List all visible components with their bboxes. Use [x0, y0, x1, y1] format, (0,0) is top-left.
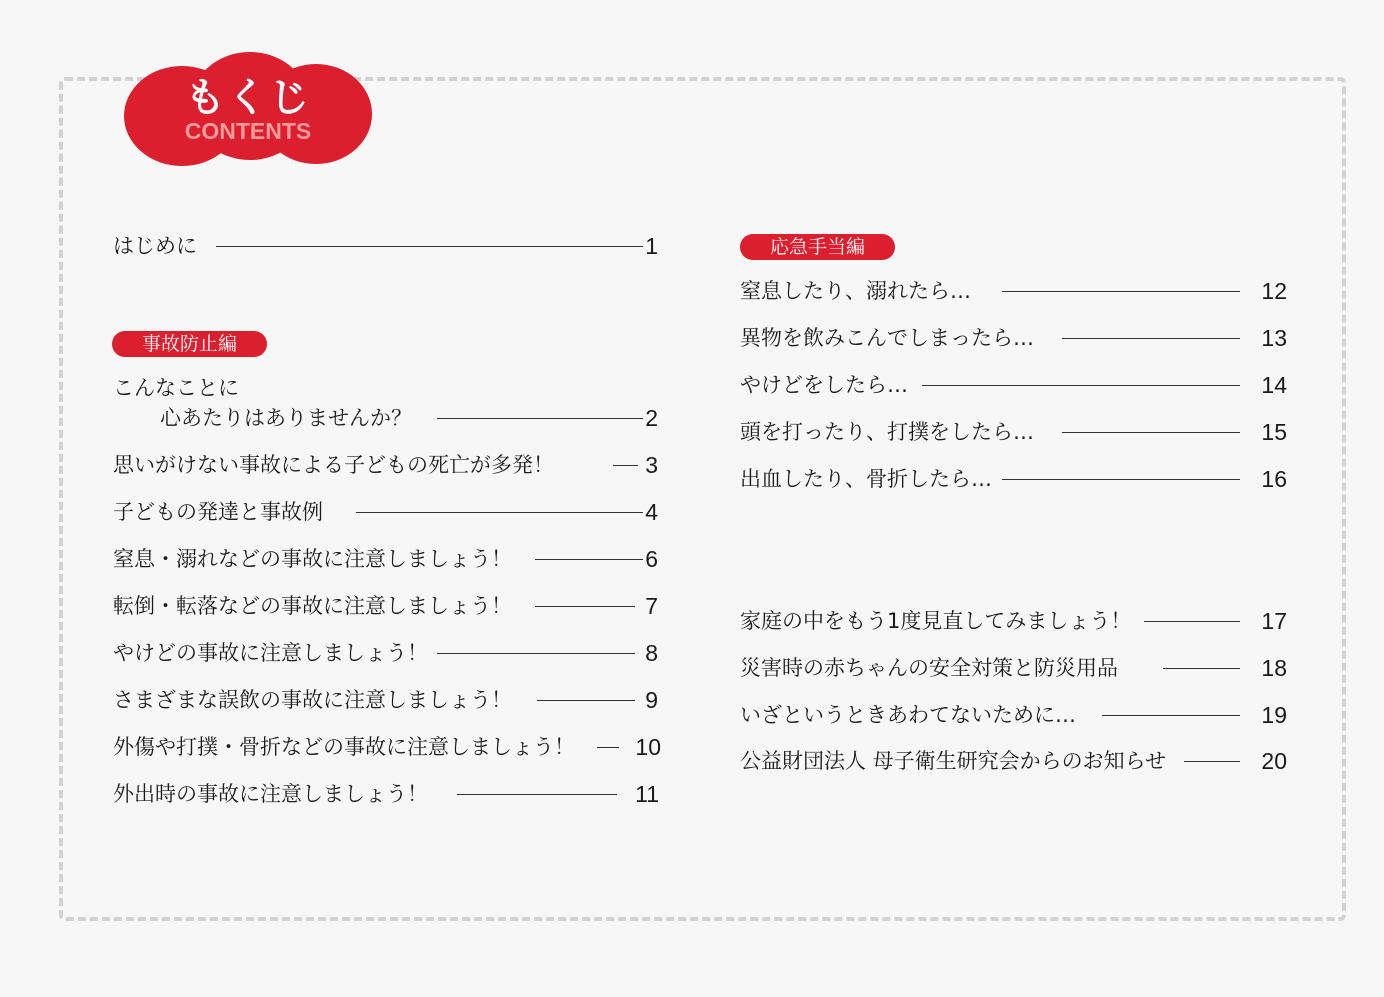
toc-entry-label: 思いがけない事故による子どもの死亡が多発！ — [113, 453, 554, 477]
page-number: 17 — [1261, 608, 1287, 634]
toc-entry-page8[interactable] — [113, 638, 663, 668]
toc-entry-label: 出血したり、骨折したら… — [740, 467, 992, 491]
page-number: 3 — [645, 452, 658, 478]
toc-entry-page6[interactable] — [113, 544, 663, 574]
toc-entry-label: 公益財団法人 母子衛生研究会からのお知らせ — [740, 749, 1167, 773]
toc-entry-label: 異物を飲みこんでしまったら… — [740, 326, 1034, 350]
leader-line — [457, 794, 617, 795]
page-number: 19 — [1261, 702, 1287, 728]
toc-entry-label: 窒息・溺れなどの事故に注意しましょう！ — [113, 547, 512, 571]
toc-entry-page19[interactable] — [740, 700, 1300, 730]
toc-entry-page11[interactable] — [113, 779, 663, 809]
section-tag-prevention: 事故防止編 — [112, 331, 267, 357]
leader-line — [922, 385, 1240, 386]
page-number: 18 — [1261, 655, 1287, 681]
toc-entry-label: さまざまな誤飲の事故に注意しましょう！ — [113, 688, 512, 712]
toc-entry-label: こんなことに — [113, 376, 239, 400]
toc-entry-page14[interactable] — [740, 370, 1300, 400]
toc-entry-label: 窒息したり、溺れたら… — [740, 279, 971, 303]
section-tag-first-aid: 応急手当編 — [740, 234, 895, 260]
toc-entry-page17[interactable] — [740, 606, 1300, 636]
page-number: 9 — [645, 687, 658, 713]
toc-entry-label: やけどの事故に注意しましょう！ — [113, 641, 428, 665]
page-number: 15 — [1261, 419, 1287, 445]
toc-entry-label: 家庭の中をもう1度見直してみましょう！ — [740, 609, 1132, 633]
toc-entry-page10[interactable] — [113, 732, 663, 762]
toc-entry-label: 子どもの発達と事故例 — [113, 500, 323, 524]
page-number: 20 — [1261, 748, 1287, 774]
toc-entry-label: 心あたりはありませんか？ — [160, 406, 412, 430]
toc-entry-page18[interactable] — [740, 653, 1300, 683]
toc-entry-page4[interactable] — [113, 497, 663, 527]
page-number: 16 — [1261, 466, 1287, 492]
leader-line — [1184, 761, 1240, 762]
leader-line — [1062, 338, 1240, 339]
toc-entry-label: 災害時の赤ちゃんの安全対策と防災用品 — [740, 656, 1118, 680]
toc-entry-label: 転倒・転落などの事故に注意しましょう！ — [113, 594, 512, 618]
leader-line — [1163, 668, 1240, 669]
page-title: もくじ — [185, 75, 311, 121]
leader-line — [1102, 715, 1240, 716]
toc-entry-page20[interactable] — [740, 746, 1300, 776]
leader-line — [356, 512, 643, 513]
toc-entry-page3[interactable] — [113, 450, 663, 480]
page-subtitle: CONTENTS — [184, 118, 312, 144]
toc-entry-line1 — [113, 373, 663, 403]
toc-entry-page15[interactable] — [740, 417, 1300, 447]
toc-entry-page7[interactable] — [113, 591, 663, 621]
leader-line — [1002, 479, 1240, 480]
page-number: 2 — [645, 405, 658, 431]
toc-entry-label: 外出時の事故に注意しましょう！ — [113, 782, 428, 806]
toc-entry-label: やけどをしたら… — [740, 373, 908, 397]
toc-entry-label: 頭を打ったり、打撲をしたら… — [740, 420, 1034, 444]
page-number: 13 — [1261, 325, 1287, 351]
page-number: 12 — [1261, 278, 1287, 304]
toc-entry-label: いざというときあわてないために… — [740, 703, 1076, 727]
leader-line — [1144, 621, 1240, 622]
leader-line — [597, 747, 619, 748]
leader-line — [1002, 291, 1240, 292]
leader-line — [437, 418, 643, 419]
leader-line — [216, 246, 643, 247]
page-number: 11 — [635, 781, 659, 807]
toc-entry-label: 外傷や打撲・骨折などの事故に注意しましょう！ — [113, 735, 575, 759]
toc-entry-label: はじめに — [113, 234, 197, 258]
page-number: 4 — [645, 499, 658, 525]
page-number: 6 — [645, 546, 658, 572]
toc-entry-page12[interactable] — [740, 276, 1300, 306]
page-number: 7 — [645, 593, 658, 619]
toc-entry-page2[interactable] — [113, 403, 663, 433]
leader-line — [437, 653, 635, 654]
leader-line — [1062, 432, 1240, 433]
page-number: 1 — [645, 233, 658, 259]
toc-entry-page13[interactable] — [740, 323, 1300, 353]
page-number: 8 — [645, 640, 658, 666]
page-number: 10 — [635, 734, 661, 760]
toc-entry-page16[interactable] — [740, 464, 1300, 494]
toc-entry-intro[interactable] — [113, 231, 663, 261]
page-number: 14 — [1261, 372, 1287, 398]
toc-entry-page9[interactable] — [113, 685, 663, 715]
